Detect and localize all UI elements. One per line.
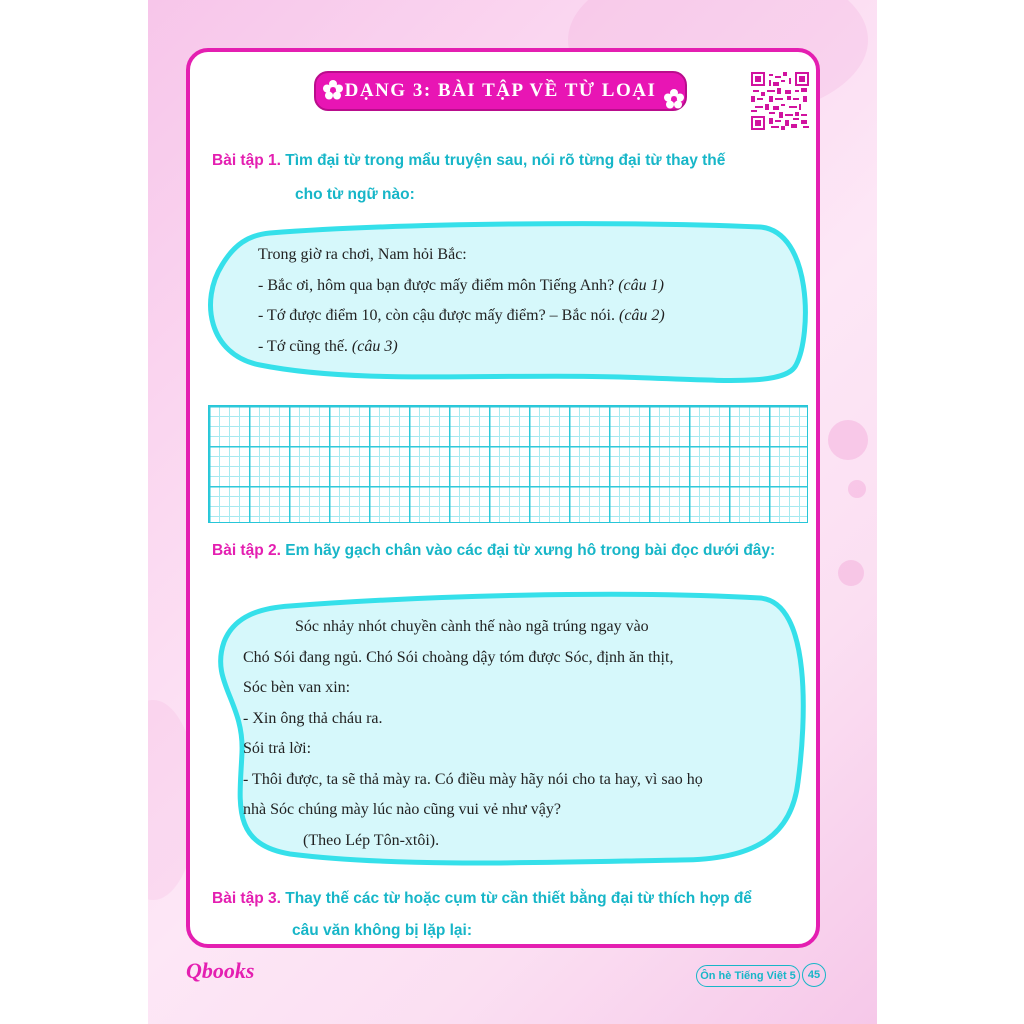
- passage-2-line: - Thôi được, ta sẽ thả mày ra. Có điều mày hãy nói cho ta hay, vì sao họ: [243, 770, 703, 788]
- passage-2-line: Sói trả lời:: [243, 740, 312, 757]
- qr-code-icon[interactable]: [751, 72, 809, 130]
- publisher-logo: Qbooks: [186, 958, 255, 983]
- passage-2-line: - Xin ông thả cháu ra.: [243, 709, 383, 727]
- sentence-tag: (câu 1): [618, 276, 664, 294]
- passage-1-line: - Bắc ơi, hôm qua bạn được mấy điểm môn Tiếng Anh? (câu 1): [258, 276, 664, 294]
- exercise-1-line-1: Tìm đại từ trong mẩu truyện sau, nói rõ từng đại từ thay thế: [285, 152, 726, 169]
- passage-2-line: Sóc nhảy nhót chuyền cành thế nào ngã trúng ngay vào: [295, 618, 649, 635]
- exercise-1-heading: [212, 152, 725, 170]
- exercise-3-line-1: Thay thế các từ hoặc cụm từ cần thiết bằng đại từ thích hợp để: [285, 890, 752, 907]
- exercise-1-line-2: cho từ ngữ nào:: [295, 186, 415, 203]
- passage-2: [243, 612, 703, 856]
- page-number: 45: [802, 963, 826, 987]
- sentence-tag: (câu 2): [619, 307, 665, 324]
- exercise-2-heading: [212, 542, 775, 560]
- passage-2-line: Sóc bèn van xin:: [243, 679, 351, 696]
- passage-1: [258, 240, 665, 362]
- passage-1-line: - Tớ được điểm 10, còn cậu được mấy điểm? – Bắc nói. (câu 2): [258, 307, 665, 324]
- exercise-3-heading: [212, 890, 752, 908]
- book-title-tag: Ôn hè Tiếng Việt 5: [696, 965, 800, 987]
- passage-2-line: nhà Sóc chúng mày lúc nào cũng vui vẻ như vậy?: [243, 801, 561, 818]
- banner-title: DẠNG 3: BÀI TẬP VỀ TỪ LOẠI: [344, 80, 657, 101]
- passage-1-line: Trong giờ ra chơi, Nam hỏi Bắc:: [258, 246, 467, 263]
- flower-icon: [322, 79, 344, 101]
- sentence-tag: (câu 3): [351, 337, 398, 355]
- passage-2-source: (Theo Lép Tôn-xtôi).: [303, 831, 440, 849]
- section-banner: [314, 71, 687, 111]
- writing-grid[interactable]: [208, 405, 808, 523]
- exercise-3-label: Bài tập 3.: [212, 890, 281, 907]
- exercise-2-label: Bài tập 2.: [212, 542, 281, 559]
- flower-icon: [663, 88, 685, 110]
- exercise-3-line-2: câu văn không bị lặp lại:: [292, 922, 473, 939]
- exercise-1-label: Bài tập 1.: [212, 152, 281, 169]
- passage-2-line: Chó Sói đang ngủ. Chó Sói choàng dậy tóm được Sóc, định ăn thịt,: [243, 648, 674, 666]
- exercise-2-line-1: Em hãy gạch chân vào các đại từ xưng hô trong bài đọc dưới đây:: [285, 542, 776, 559]
- passage-1-line: - Tớ cũng thế. (câu 3): [258, 337, 398, 355]
